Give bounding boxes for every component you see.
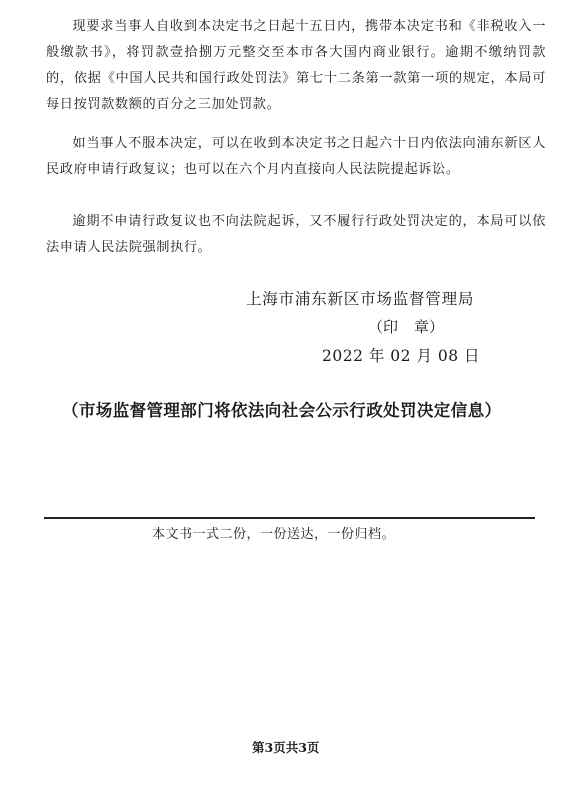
payment-instruction-paragraph: 现要求当事人自收到本决定书之日起十五日内，携带本决定书和《非税收入一般缴款书》，将罚款壹拾捌万元整交至本市各大国内商业银行。逾期不缴纳罚款的，依据《中国人民共和国行政处罚法》第七十二条第一款第一项的规定，本局可每日按罚款数额的百分之三加处罚款。: [46, 19, 546, 112]
copy-distribution-note: 本文书一式二份，一份送达，一份归档。: [152, 527, 396, 542]
enforcement-paragraph: 逾期不申请行政复议也不向法院起诉，又不履行行政处罚决定的，本局可以依法申请人民法院强制执行。: [46, 214, 546, 255]
page-number: 第3页共3页: [252, 740, 320, 755]
seal-close-text: 章）: [414, 318, 445, 336]
seal-placeholder: [368, 316, 444, 337]
decision-date: 2022 年 02 月 08 日: [322, 347, 481, 365]
appeal-rights-paragraph: 如当事人不服本决定，可以在收到本决定书之日起六十日内依法向浦东新区人民政府申请行政复议；也可以在六个月内直接向人民法院提起诉讼。: [46, 136, 546, 177]
seal-open-text: （印: [368, 318, 399, 336]
issuing-authority: 上海市浦东新区市场监督管理局: [246, 290, 475, 308]
footer-divider: [44, 517, 535, 519]
publicity-notice: （市场监督管理部门将依法向社会公示行政处罚决定信息）: [62, 401, 502, 420]
